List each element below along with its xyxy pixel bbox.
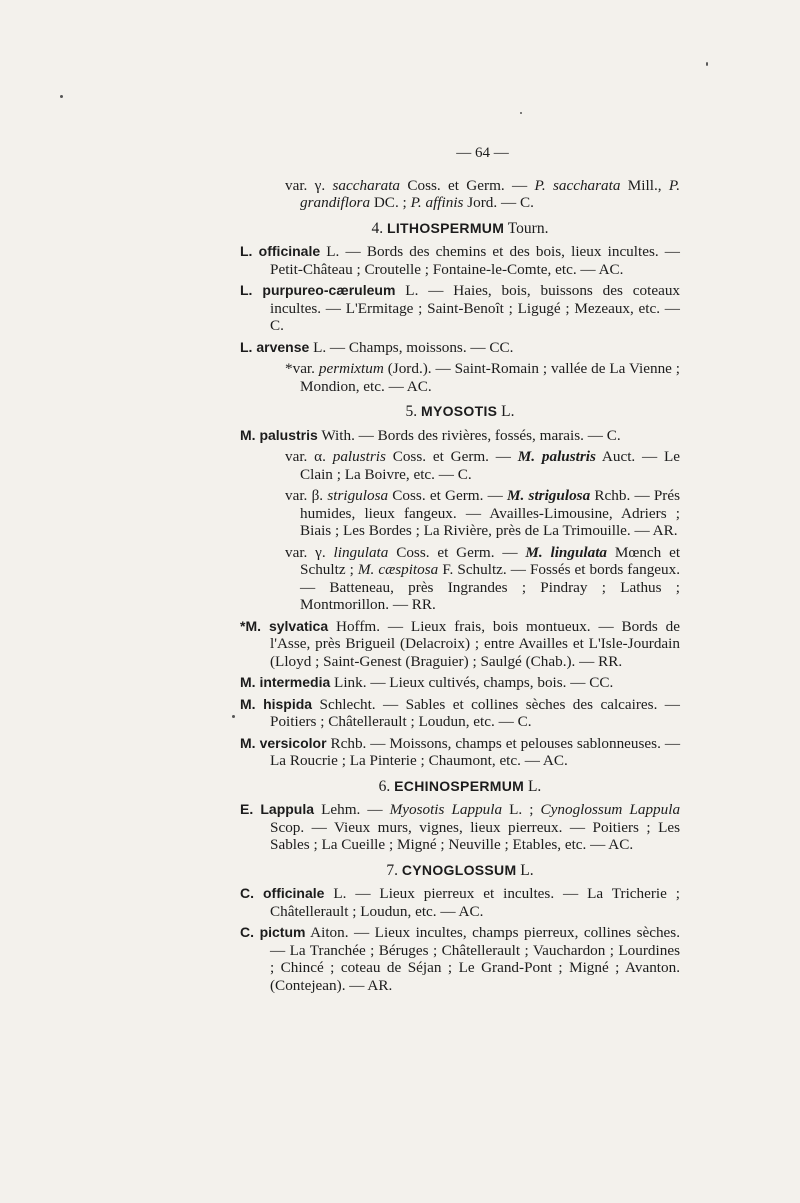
- genus-heading-cynoglossum: 7. CYNOGLOSSUM L.: [386, 861, 534, 879]
- page-text: [240, 145, 680, 998]
- species-entry: M. intermedia Link. — Lieux cultivés, champs, bois. — CC.: [240, 674, 614, 691]
- ink-speck: [706, 62, 708, 66]
- variety-entry: var. α. palustris Coss. et Germ. — M. palustris Auct. — Le Clain ; La Boivre, etc. — C.: [285, 448, 681, 483]
- variety-permixtum: *var. permixtum (Jord.). — Saint-Romain ; vallée de La Vienne ; Mondion, etc. — AC.: [285, 360, 681, 395]
- species-entry: C. officinale L. — Lieux pierreux et incultes. — La Tricherie ; Châtellerault ; Loudun, etc. — AC.: [240, 885, 680, 920]
- variety-saccharata: var. γ. saccharata Coss. et Germ. — P. saccharata Mill., P. grandiflora DC. ; P. affinis Jord. — C.: [285, 176, 681, 211]
- ink-speck: [60, 95, 63, 98]
- genus-heading-echinospermum: 6. ECHINOSPERMUM L.: [378, 777, 542, 795]
- species-entry: C. pictum Aiton. — Lieux incultes, champs pierreux, collines sèches. — La Tranchée ; Béruges ; Châtellerault ; Vauchardon ; Lourdines ; Chincé ; coteau de Séjan ; Le Grand-Pont ; Migné ; Avanton. (Contejean). — AR.: [240, 924, 681, 994]
- species-entry: M. palustris With. — Bords des rivières, fossés, marais. — C.: [240, 426, 621, 444]
- species-entry: L. officinale L. — Bords des chemins et des bois, lieux incultes. — Petit-Château ; Croutelle ; Fontaine-le-Comte, etc. — AC.: [240, 243, 680, 278]
- species-entry: L. purpureo-cæruleum L. — Haies, bois, buissons des coteaux incultes. — L'Ermitage ; Saint-Benoît ; Ligugé ; Mezeaux, etc. — C.: [240, 282, 681, 334]
- variety-entry: var. γ. lingulata Coss. et Germ. — M. lingulata Mœnch et Schultz ; M. cæspitosa F. Schultz. — Fossés et bords fangeux. — Batteneau, près Ingrandes ; Pindray ; Lathus ; Montmorillon. — RR.: [285, 543, 681, 613]
- species-entry: M. hispida Schlecht. — Sables et collines sèches des calcaires. — Poitiers ; Châtellerault ; Loudun, etc. — C.: [240, 695, 680, 730]
- variety-entry: var. β. strigulosa Coss. et Germ. — M. strigulosa Rchb. — Prés humides, lieux fangeux. — Availles-Limousine, Adriers ; Biais ; Les Bordes ; La Rivière, près de La Trimouille. — AR.: [285, 487, 681, 539]
- genus-heading-lithospermum: 4. LITHOSPERMUM Tourn.: [371, 219, 549, 237]
- species-entry: L. arvense L. — Champs, moissons. — CC.: [240, 338, 514, 356]
- ink-speck: [232, 715, 235, 718]
- genus-heading-myosotis: 5. MYOSOTIS L.: [405, 403, 515, 420]
- species-entry: E. Lappula Lehm. — Myosotis Lappula L. ; Cynoglossum Lappula Scop. — Vieux murs, vignes, lieux pierreux. — Poitiers ; Les Sables ; La Cueille ; Migné ; Neuville ; Etables, etc. — AC.: [240, 801, 681, 853]
- species-entry: M. versicolor Rchb. — Moissons, champs et pelouses sablonneuses. — La Roucrie ; La Pinterie ; Chaumont, etc. — AC.: [240, 734, 681, 769]
- ink-speck: [520, 112, 522, 114]
- page-number: — 64 —: [456, 145, 509, 161]
- species-entry: *M. sylvatica Hoffm. — Lieux frais, bois montueux. — Bords de l'Asse, près Brigueil (Delacroix) ; entre Availles et L'Isle-Jourdain (Lloyd ; Saint-Genest (Braguier) ; Saulgé (Chab.). — RR.: [240, 617, 680, 670]
